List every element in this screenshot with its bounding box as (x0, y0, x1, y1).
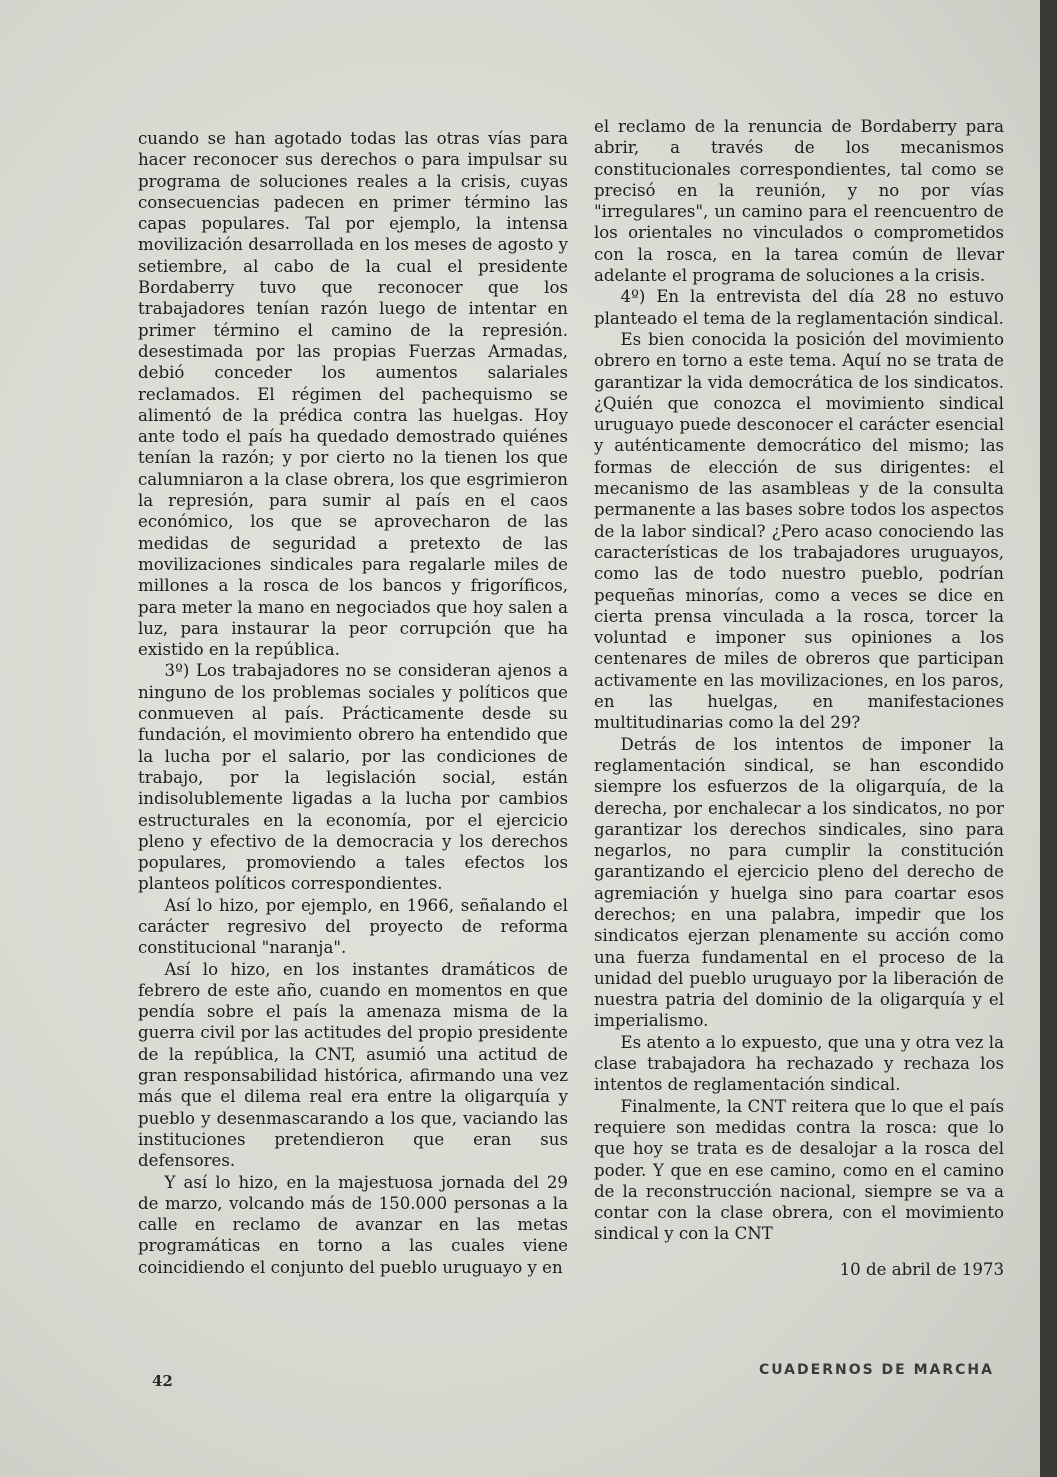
paragraph: Detrás de los intentos de imponer la reglamentación sindical, se han escondido siempre los esfuerzos de la oligarquía, de la derecha, por enchalecar a los sindicatos, no por garantizar los derechos sindicales, sino para negarlos, no para cumplir la constitución garantizando el ejercicio pleno del derecho de agremiación y huelga sino para coartar esos derechos; en una palabra, impedir que los sindicatos ejerzan plenamente su acción como una fuerza fundamental en el proceso de la unidad del pueblo uruguayo por la liberación de nuestra patria del dominio de la oligarquía y el imperialismo. (594, 734, 1004, 1031)
date-line: 10 de abril de 1973 (839, 1259, 1004, 1279)
right-text-column (594, 116, 1004, 1280)
left-text-column (138, 128, 568, 1278)
page-number: 42 (152, 1372, 173, 1390)
paragraph: Finalmente, la CNT reitera que lo que el país requiere son medidas contra la rosca: que lo que hoy se trata es de desalojar a la rosca del poder. Y que en ese camino, como en el camino de la reconstrucción nacional, siempre se va a contar con la clase obrera, con el movimiento sindical y con la CNT (594, 1096, 1004, 1244)
paragraph: cuando se han agotado todas las otras vías para hacer reconocer sus derechos o para impulsar su programa de soluciones reales a la crisis, cuyas consecuencias padecen en primer término las capas populares. Tal por ejemplo, la intensa movilización desarrollada en los meses de agosto y setiembre, al cabo de la cual el presidente Bordaberry tuvo que reconocer que los trabajadores tenían razón luego de intentar en primer término el camino de la represión. desestimada por las propias Fuerzas Armadas, debió conceder los aumentos salariales reclamados. El régimen del pachequismo se alimentó de la prédica contra las huelgas. Hoy ante todo el país ha quedado demostrado quiénes tenían la razón; y por cierto no la tienen los que calumniaron a la clase obrera, los que esgrimieron la represión, para sumir al país en el caos económico, los que se aprovecharon de las medidas de seguridad a pretexto de las movilizaciones sindicales para regalarle miles de millones a la rosca de los bancos y frigoríficos, para meter la mano en negociados que hoy salen a luz, para instaurar la peor corrupción que ha existido en la república. (138, 129, 568, 660)
paragraph: Así lo hizo, por ejemplo, en 1966, señalando el carácter regresivo del proyecto de reforma constitucional "naranja". (138, 895, 568, 958)
paragraph: Es atento a lo expuesto, que una y otra vez la clase trabajadora ha rechazado y rechaza los intentos de reglamentación sindical. (594, 1032, 1004, 1095)
paragraph: Y así lo hizo, en la majestuosa jornada del 29 de marzo, volcando más de 150.000 personas a la calle en reclamo de avanzar en las metas programáticas en torno a las cuales viene coincidiendo el conjunto del pueblo uruguayo y en (138, 1172, 568, 1277)
paragraph: el reclamo de la renuncia de Bordaberry para abrir, a través de los mecanismos constitucionales correspondientes, tal como se precisó en la reunión, y no por vías "irregulares", un camino para el reencuentro de los orientales no vinculados o comprometidos con la rosca, en la tarea común de llevar adelante el programa de soluciones a la crisis. (594, 117, 1004, 286)
paragraph: 3º) Los trabajadores no se consideran ajenos a ninguno de los problemas sociales y políticos que conmueven al país. Prácticamente desde su fundación, el movimiento obrero ha entendido que la lucha por el salario, por las condiciones de trabajo, por la legislación social, están indisolublemente ligadas a la lucha por cambios estructurales en la economía, por el ejercicio pleno y efectivo de la democracia y los derechos populares, promoviendo a tales efectos los planteos políticos correspondientes. (138, 661, 568, 894)
paragraph: Así lo hizo, en los instantes dramáticos de febrero de este año, cuando en momentos en que pendía sobre el país la amenaza misma de la guerra civil por las actitudes del propio presidente de la república, la CNT, asumió una actitud de gran responsabilidad histórica, afirmando una vez más que el dilema real era entre la oligarquía y pueblo y desenmascarando a los que, vaciando las instituciones pretendieron que eran sus defensores. (138, 959, 568, 1171)
publication-footer: CUADERNOS DE MARCHA (758, 1362, 994, 1378)
scan-edge (1040, 0, 1057, 1477)
paragraph: 4º) En la entrevista del día 28 no estuvo planteado el tema de la reglamentación sindical. (594, 287, 1004, 328)
paragraph: Es bien conocida la posición del movimiento obrero en torno a este tema. Aquí no se trata de garantizar la vida democrática de los sindicatos. ¿Quién que conozca el movimiento sindical uruguayo puede desconocer el carácter esencial y auténticamente democrático del mismo; las formas de elección de sus dirigentes: el mecanismo de las asambleas y de la consulta permanente a las bases sobre todos los aspectos de la labor sindical? ¿Pero acaso conociendo las características de los trabajadores uruguayos, como las de todo nuestro pueblo, podrían pequeñas minorías, como a veces se dice en cierta prensa vinculada a la rosca, torcer la voluntad e imponer sus opiniones a los centenares de miles de obreros que participan activamente en las movilizaciones, en los paros, en las huelgas, en manifestaciones multitudinarias como la del 29? (594, 329, 1004, 733)
